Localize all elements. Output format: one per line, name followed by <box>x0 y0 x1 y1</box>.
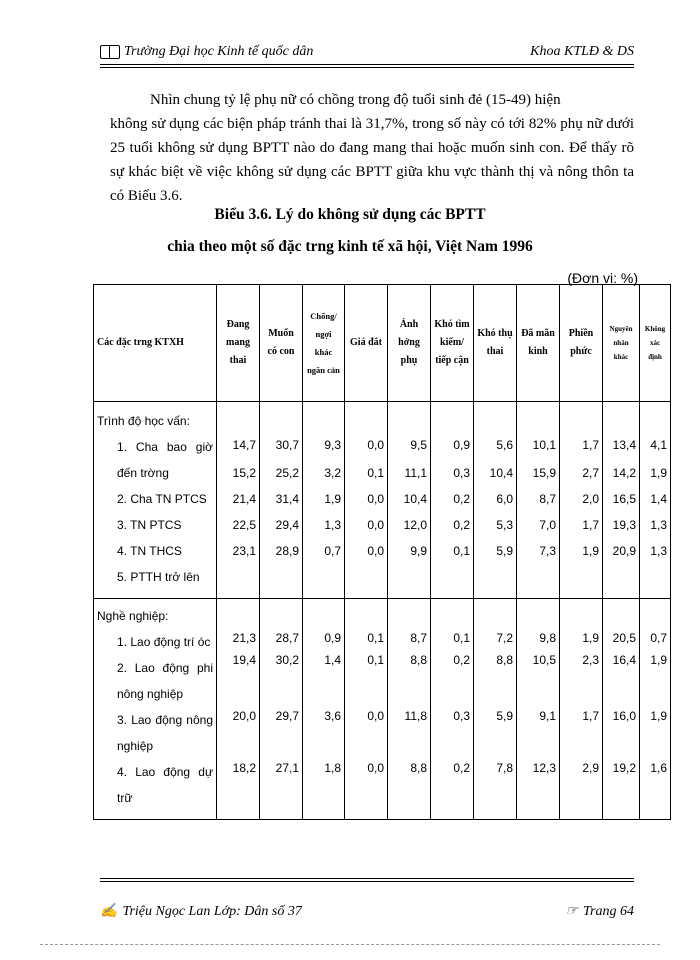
value: 15,9 <box>532 466 556 480</box>
value: 1,7 <box>582 438 599 452</box>
value: 7,3 <box>539 544 556 558</box>
value: 5,9 <box>496 709 513 723</box>
table-header-row <box>94 285 671 402</box>
value: 5,6 <box>496 438 513 452</box>
value: 1,4 <box>650 492 667 506</box>
value: 8,8 <box>496 653 513 667</box>
section-label-cell <box>94 599 217 820</box>
row-label: 5. PTTH trở lên <box>117 570 200 584</box>
value: 1,8 <box>324 761 341 775</box>
row-label: 4. TN THCS <box>117 544 182 558</box>
value-cell <box>474 599 517 820</box>
value: 16,4 <box>612 653 636 667</box>
value: 20,5 <box>612 631 636 645</box>
value-cell <box>603 599 640 820</box>
table-title-line1: Biểu 3.6. Lý do không sử dụng các BPTT <box>214 206 486 223</box>
value: 1,3 <box>650 518 667 532</box>
value-cell <box>560 402 603 599</box>
value: 22,5 <box>232 518 256 532</box>
value: 1,9 <box>650 653 667 667</box>
value: 1,3 <box>650 544 667 558</box>
row-label: 1. Cha bao giờ đến trờng <box>117 440 213 480</box>
section-label-cell <box>94 402 217 599</box>
value-cell <box>431 402 474 599</box>
value: 1,4 <box>324 653 341 667</box>
row-label: 4. Lao động dự trữ <box>117 765 213 805</box>
value: 2,3 <box>582 653 599 667</box>
value: 9,5 <box>410 438 427 452</box>
value: 20,9 <box>612 544 636 558</box>
footer-right: Trang 64 <box>583 903 634 919</box>
value: 0,2 <box>453 518 470 532</box>
value: 14,2 <box>612 466 636 480</box>
value: 12,3 <box>532 761 556 775</box>
value: 1,9 <box>650 466 667 480</box>
header-cell: Đã mãn kinh <box>517 285 560 402</box>
value-cell <box>560 599 603 820</box>
book-icon <box>100 45 120 59</box>
value: 30,2 <box>275 653 299 667</box>
value-cell <box>217 402 260 599</box>
value: 1,6 <box>650 761 667 775</box>
value: 29,4 <box>275 518 299 532</box>
row-label: 2. Lao động phi nông nghiệp <box>117 661 213 701</box>
value: 0,1 <box>453 631 470 645</box>
value: 1,9 <box>582 544 599 558</box>
section-title: Trình độ học vấn: <box>97 414 190 428</box>
value-cell <box>474 402 517 599</box>
row-label: 3. TN PTCS <box>117 518 182 532</box>
value: 1,9 <box>324 492 341 506</box>
value: 1,7 <box>582 709 599 723</box>
value: 0,7 <box>324 544 341 558</box>
value: 30,7 <box>275 438 299 452</box>
header-cell: Các đặc trng KTXH <box>94 285 217 402</box>
value: 0,3 <box>453 466 470 480</box>
body-paragraph <box>110 88 634 208</box>
value: 2,9 <box>582 761 599 775</box>
value: 7,8 <box>496 761 513 775</box>
value: 0,0 <box>367 544 384 558</box>
value: 0,1 <box>367 466 384 480</box>
value: 10,4 <box>489 466 513 480</box>
value: 20,0 <box>232 709 256 723</box>
footer-rule <box>100 878 634 882</box>
header-cell: Khó tìm kiếm/ tiếp cận <box>431 285 474 402</box>
header-cell: Muốn có con <box>260 285 303 402</box>
value: 0,2 <box>453 492 470 506</box>
value-cell <box>303 402 345 599</box>
value-cell <box>517 402 560 599</box>
value: 0,3 <box>453 709 470 723</box>
value: 14,7 <box>232 438 256 452</box>
value: 0,9 <box>453 438 470 452</box>
value-cell <box>345 599 388 820</box>
value: 9,1 <box>539 709 556 723</box>
value: 0,0 <box>367 438 384 452</box>
section-title: Nghề nghiệp: <box>97 609 169 623</box>
value: 28,9 <box>275 544 299 558</box>
value-cell <box>217 599 260 820</box>
value: 16,0 <box>612 709 636 723</box>
value-cell <box>260 402 303 599</box>
header-cell: Phiền phức <box>560 285 603 402</box>
value: 9,3 <box>324 438 341 452</box>
header-cell: Ảnh hởng phụ <box>388 285 431 402</box>
value: 1,9 <box>582 631 599 645</box>
value: 0,0 <box>367 492 384 506</box>
value: 11,8 <box>404 709 427 723</box>
value: 7,0 <box>539 518 556 532</box>
value: 19,2 <box>612 761 636 775</box>
value: 18,2 <box>232 761 256 775</box>
value: 27,1 <box>275 761 299 775</box>
value: 4,1 <box>650 438 667 452</box>
header-cell: Không xác định <box>640 285 671 402</box>
value: 28,7 <box>275 631 299 645</box>
value: 0,7 <box>650 631 667 645</box>
value: 2,0 <box>582 492 599 506</box>
value-cell <box>640 599 671 820</box>
unit-label: (Đơn vị: %) <box>567 270 638 286</box>
paragraph-rest: không sử dụng các biện pháp tránh thai là 31,7%, trong số này có tới 82% phụ nữ dưới 25 tuổi không sử dụng BPTT nào do đang mang thai hoặc muốn sinh con. Để thấy rõ sự khác biệt về việc không sử dụng các BPTT giữa khu vực thành thị và nông thôn ta có Biểu 3.6. <box>110 116 634 204</box>
row-label: 2. Cha TN PTCS <box>117 492 207 506</box>
value: 19,3 <box>612 518 636 532</box>
value: 5,3 <box>496 518 513 532</box>
value: 21,3 <box>232 631 256 645</box>
value: 1,3 <box>324 518 341 532</box>
value: 5,9 <box>496 544 513 558</box>
pointer-icon: ☞ <box>565 904 579 919</box>
value: 0,9 <box>324 631 341 645</box>
header-right: Khoa KTLĐ & DS <box>530 44 634 59</box>
table-title-line2: chia theo một số đặc trng kinh tế xã hội, Việt Nam 1996 <box>167 238 533 255</box>
data-table <box>93 284 671 820</box>
value: 19,4 <box>232 653 256 667</box>
value: 8,7 <box>539 492 556 506</box>
value: 0,0 <box>367 761 384 775</box>
value-cell <box>517 599 560 820</box>
header-cell: Khó thụ thai <box>474 285 517 402</box>
paragraph-first-line: Nhìn chung tỷ lệ phụ nữ có chồng trong độ tuổi sinh đẻ (15-49) hiện <box>150 92 561 108</box>
pen-icon: ✍ <box>100 904 118 919</box>
value-cell <box>303 599 345 820</box>
value-cell <box>260 599 303 820</box>
value: 21,4 <box>232 492 256 506</box>
footer-left: Triệu Ngọc Lan Lớp: Dân số 37 <box>122 903 302 919</box>
value-cell <box>603 402 640 599</box>
value: 8,8 <box>410 761 427 775</box>
value: 2,7 <box>582 466 599 480</box>
header-cell: Chống/ ngợi khác ngăn cản <box>303 285 345 402</box>
value: 7,2 <box>496 631 513 645</box>
value: 0,1 <box>367 631 384 645</box>
value: 25,2 <box>275 466 299 480</box>
value: 8,7 <box>410 631 427 645</box>
value: 10,1 <box>532 438 556 452</box>
row-label: 3. Lao động nông nghiệp <box>117 713 213 753</box>
value-cell <box>388 599 431 820</box>
value: 29,7 <box>275 709 299 723</box>
value: 0,1 <box>453 544 470 558</box>
value: 0,0 <box>367 709 384 723</box>
value: 3,6 <box>324 709 341 723</box>
value: 16,5 <box>612 492 636 506</box>
section-row <box>94 599 671 820</box>
value: 23,1 <box>232 544 256 558</box>
page-header <box>100 40 634 64</box>
value: 9,8 <box>539 631 556 645</box>
value: 0,2 <box>453 653 470 667</box>
value: 15,2 <box>232 466 256 480</box>
value: 8,8 <box>410 653 427 667</box>
value: 10,4 <box>403 492 427 506</box>
value: 0,0 <box>367 518 384 532</box>
value: 10,5 <box>532 653 556 667</box>
value-cell <box>388 402 431 599</box>
value-cell <box>431 599 474 820</box>
page-edge-dashed-line <box>40 944 660 945</box>
value: 31,4 <box>275 492 299 506</box>
header-cell: Nguyên nhân khác <box>603 285 640 402</box>
row-label: 1. Lao động trí óc <box>117 635 211 649</box>
value: 0,1 <box>367 653 384 667</box>
value: 13,4 <box>612 438 636 452</box>
value: 11,1 <box>404 466 427 480</box>
value: 0,2 <box>453 761 470 775</box>
header-cell: Đang mang thai <box>217 285 260 402</box>
value: 3,2 <box>324 466 341 480</box>
header-rule <box>100 64 634 68</box>
value: 12,0 <box>403 518 427 532</box>
header-left: Trường Đại học Kinh tế quốc dân <box>124 44 314 59</box>
value-cell <box>345 402 388 599</box>
section-row <box>94 402 671 599</box>
value: 6,0 <box>496 492 513 506</box>
value: 9,9 <box>410 544 427 558</box>
value-cell <box>640 402 671 599</box>
value: 1,9 <box>650 709 667 723</box>
header-cell: Giá đắt <box>345 285 388 402</box>
value: 1,7 <box>582 518 599 532</box>
